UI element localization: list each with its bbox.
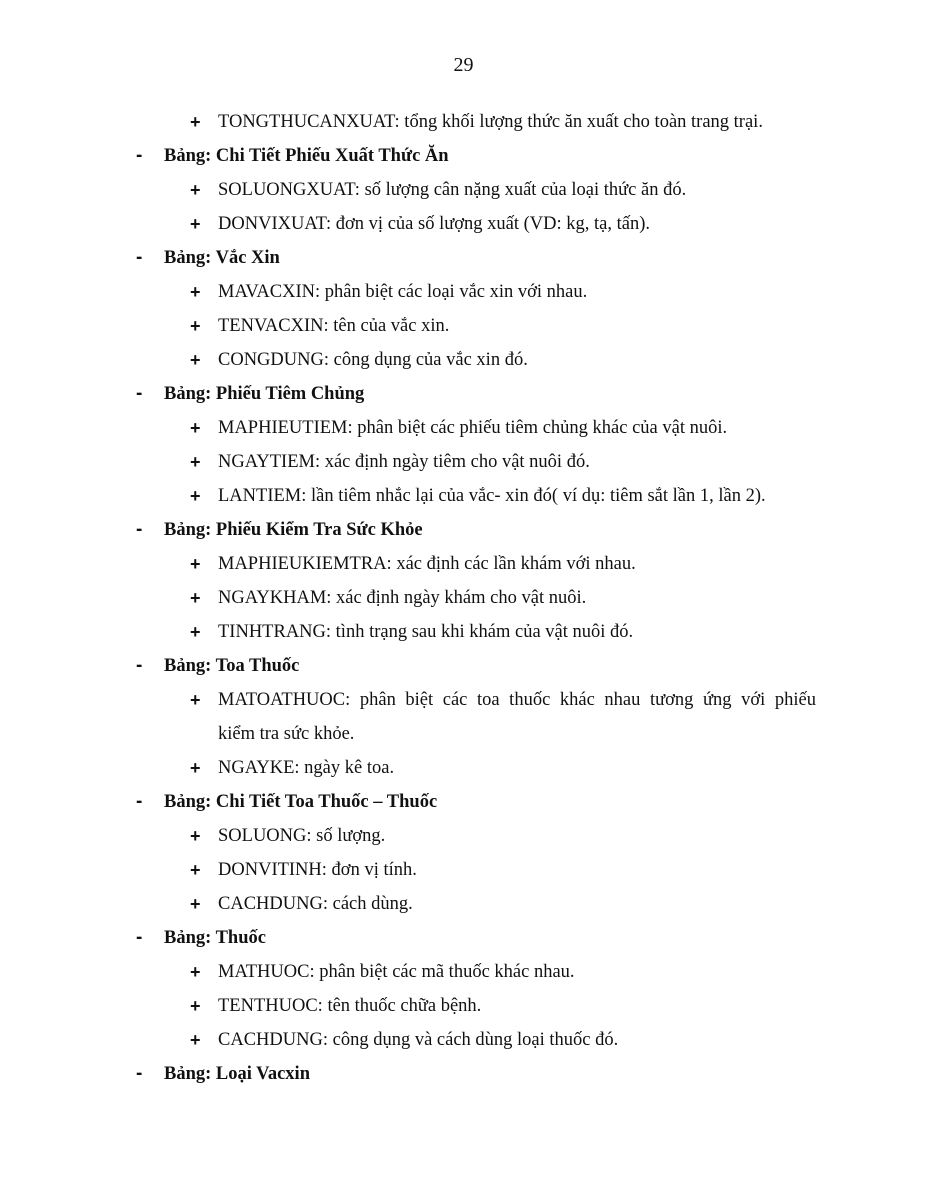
plus-bullet: + bbox=[190, 996, 201, 1016]
field-description: MATOATHUOC: phân biệt các toa thuốc khác nhau tương ứng với phiếu bbox=[218, 690, 816, 710]
plus-bullet: + bbox=[190, 894, 201, 914]
table-heading-text: Bảng: Vắc Xin bbox=[164, 248, 280, 268]
field-item bbox=[0, 343, 927, 377]
field-item bbox=[0, 887, 927, 921]
table-heading bbox=[0, 513, 927, 547]
plus-bullet: + bbox=[190, 826, 201, 846]
dash-bullet: - bbox=[136, 519, 143, 540]
table-heading-text: Bảng: Phiếu Kiểm Tra Sức Khỏe bbox=[164, 520, 423, 540]
plus-bullet: + bbox=[190, 690, 201, 710]
plus-bullet: + bbox=[190, 282, 201, 302]
field-item bbox=[0, 581, 927, 615]
plus-bullet: + bbox=[190, 962, 201, 982]
table-heading bbox=[0, 377, 927, 411]
field-item bbox=[0, 683, 927, 717]
field-item bbox=[0, 819, 927, 853]
field-description: LANTIEM: lần tiêm nhắc lại của vắc- xin đó( ví dụ: tiêm sắt lần 1, lần 2). bbox=[218, 486, 766, 506]
field-item bbox=[0, 751, 927, 785]
plus-bullet: + bbox=[190, 316, 201, 336]
table-heading bbox=[0, 1057, 927, 1091]
plus-bullet: + bbox=[190, 112, 201, 132]
field-description: NGAYKE: ngày kê toa. bbox=[218, 758, 395, 778]
table-heading-text: Bảng: Chi Tiết Toa Thuốc – Thuốc bbox=[164, 792, 438, 812]
field-item bbox=[0, 173, 927, 207]
dash-bullet: - bbox=[136, 791, 143, 812]
plus-bullet: + bbox=[190, 452, 201, 472]
field-description: MAPHIEUTIEM: phân biệt các phiếu tiêm chủng khác của vật nuôi. bbox=[218, 418, 728, 438]
plus-bullet: + bbox=[190, 180, 201, 200]
field-item-continuation bbox=[0, 717, 927, 751]
plus-bullet: + bbox=[190, 622, 201, 642]
table-heading bbox=[0, 139, 927, 173]
table-heading-text: Bảng: Toa Thuốc bbox=[164, 656, 300, 676]
field-description: DONVITINH: đơn vị tính. bbox=[218, 860, 417, 880]
field-item bbox=[0, 207, 927, 241]
plus-bullet: + bbox=[190, 758, 201, 778]
table-heading bbox=[0, 785, 927, 819]
plus-bullet: + bbox=[190, 418, 201, 438]
dash-bullet: - bbox=[136, 1063, 143, 1084]
dash-bullet: - bbox=[136, 927, 143, 948]
field-description: DONVIXUAT: đơn vị của số lượng xuất (VD: kg, tạ, tấn). bbox=[218, 214, 651, 234]
table-heading bbox=[0, 241, 927, 275]
field-item bbox=[0, 309, 927, 343]
field-description: SOLUONGXUAT: số lượng cân nặng xuất của loại thức ăn đó. bbox=[218, 180, 687, 200]
plus-bullet: + bbox=[190, 860, 201, 880]
field-description: CONGDUNG: công dụng của vắc xin đó. bbox=[218, 350, 528, 370]
field-item bbox=[0, 547, 927, 581]
table-heading-text: Bảng: Thuốc bbox=[164, 928, 266, 948]
field-item bbox=[0, 479, 927, 513]
field-item bbox=[0, 853, 927, 887]
field-item bbox=[0, 989, 927, 1023]
field-description: TENTHUOC: tên thuốc chữa bệnh. bbox=[218, 996, 482, 1016]
table-heading-text: Bảng: Phiếu Tiêm Chủng bbox=[164, 384, 365, 404]
field-description: NGAYKHAM: xác định ngày khám cho vật nuôi. bbox=[218, 588, 587, 608]
plus-bullet: + bbox=[190, 588, 201, 608]
field-description: CACHDUNG: cách dùng. bbox=[218, 894, 413, 914]
plus-bullet: + bbox=[190, 554, 201, 574]
field-description: NGAYTIEM: xác định ngày tiêm cho vật nuôi đó. bbox=[218, 452, 590, 472]
field-description: MATHUOC: phân biệt các mã thuốc khác nhau. bbox=[218, 962, 575, 982]
field-description: TENVACXIN: tên của vắc xin. bbox=[218, 316, 450, 336]
dash-bullet: - bbox=[136, 655, 143, 676]
field-item bbox=[0, 275, 927, 309]
table-heading-text: Bảng: Chi Tiết Phiếu Xuất Thức Ăn bbox=[164, 146, 449, 166]
dash-bullet: - bbox=[136, 383, 143, 404]
plus-bullet: + bbox=[190, 214, 201, 234]
field-description: MAVACXIN: phân biệt các loại vắc xin với nhau. bbox=[218, 282, 588, 302]
field-description: MAPHIEUKIEMTRA: xác định các lần khám với nhau. bbox=[218, 554, 636, 574]
document-body bbox=[0, 105, 927, 1091]
table-heading bbox=[0, 921, 927, 955]
field-item bbox=[0, 445, 927, 479]
field-item bbox=[0, 1023, 927, 1057]
field-item bbox=[0, 105, 927, 139]
field-description: TONGTHUCANXUAT: tổng khối lượng thức ăn xuất cho toàn trang trại. bbox=[218, 112, 763, 132]
dash-bullet: - bbox=[136, 247, 143, 268]
field-description: TINHTRANG: tình trạng sau khi khám của vật nuôi đó. bbox=[218, 622, 634, 642]
field-description: SOLUONG: số lượng. bbox=[218, 826, 386, 846]
field-item bbox=[0, 411, 927, 445]
table-heading bbox=[0, 649, 927, 683]
field-description: CACHDUNG: công dụng và cách dùng loại thuốc đó. bbox=[218, 1030, 619, 1050]
table-heading-text: Bảng: Loại Vacxin bbox=[164, 1064, 310, 1084]
dash-bullet: - bbox=[136, 145, 143, 166]
page-number: 29 bbox=[453, 54, 474, 76]
field-description-continuation: kiểm tra sức khỏe. bbox=[218, 724, 355, 744]
plus-bullet: + bbox=[190, 350, 201, 370]
field-item bbox=[0, 615, 927, 649]
plus-bullet: + bbox=[190, 1030, 201, 1050]
plus-bullet: + bbox=[190, 486, 201, 506]
field-item bbox=[0, 955, 927, 989]
